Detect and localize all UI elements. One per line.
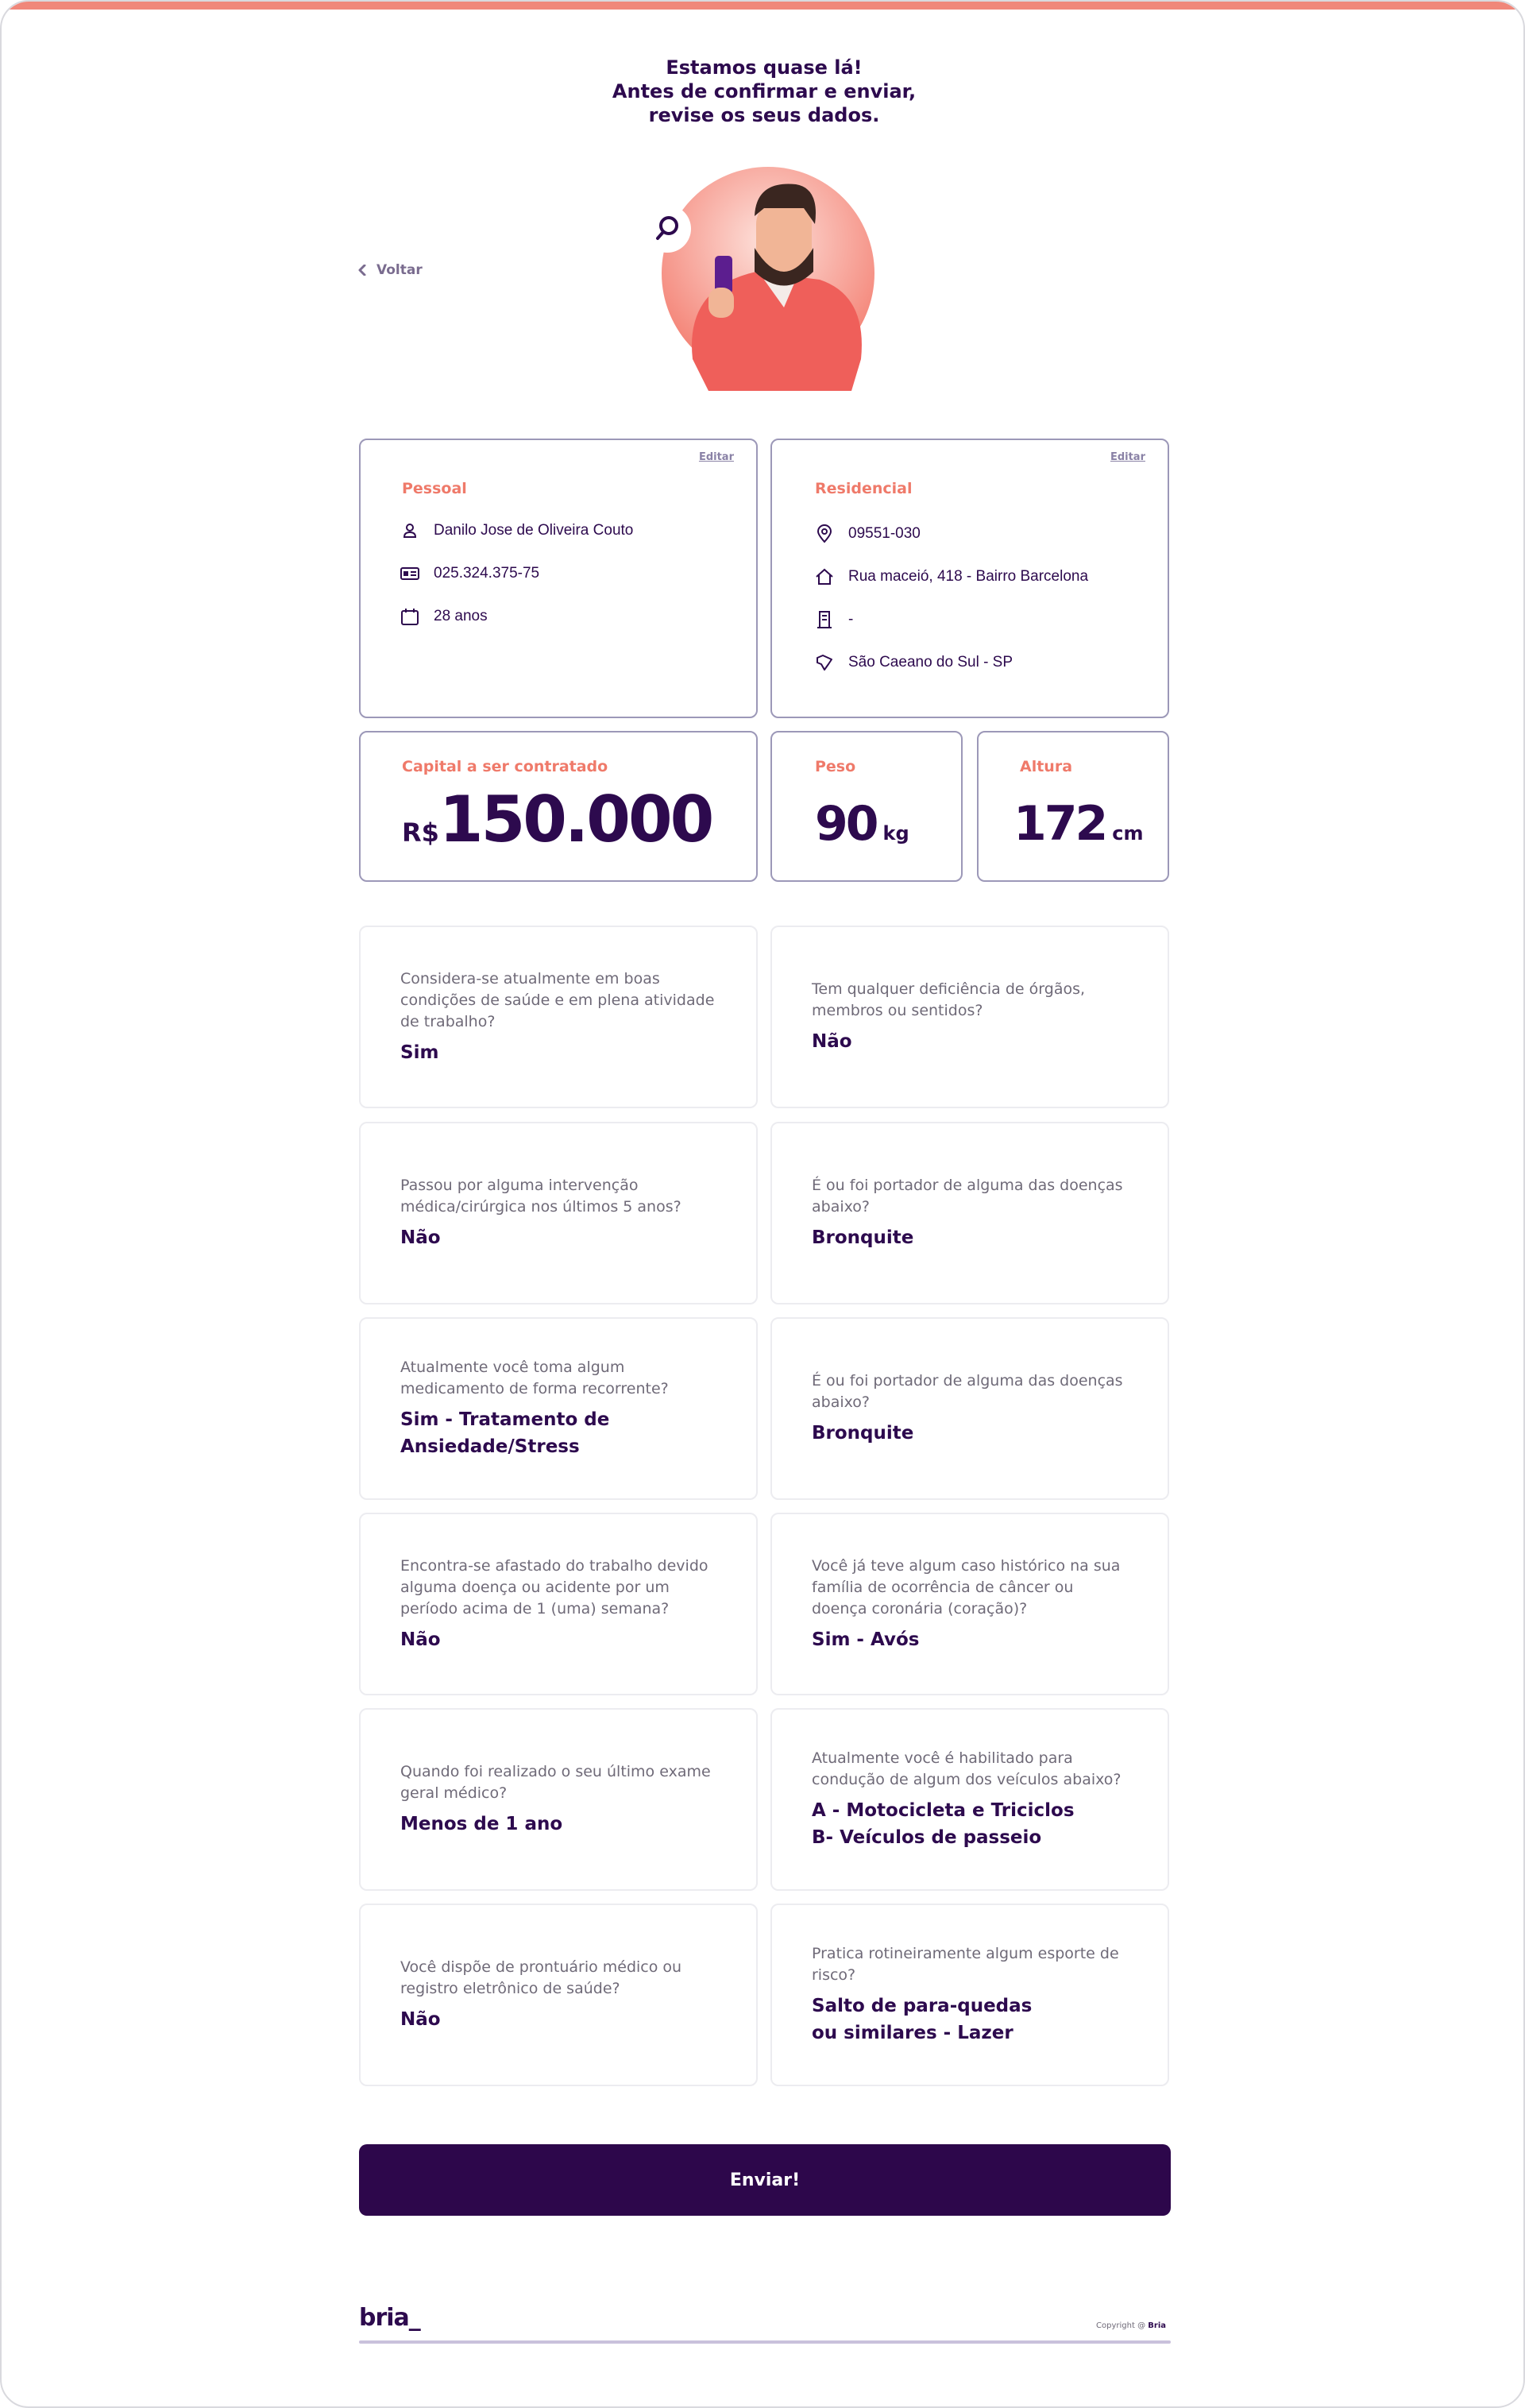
- question-answer: Bronquite: [812, 1423, 914, 1444]
- copyright-text: [1096, 2321, 1166, 2330]
- back-label: Voltar: [376, 262, 423, 278]
- question-card: [359, 1708, 758, 1891]
- personal-card: [359, 439, 758, 718]
- question-answer: Não: [400, 1629, 441, 1650]
- calendar-icon: [400, 607, 419, 626]
- question-card: [770, 1513, 1169, 1695]
- weight-card: [770, 731, 963, 882]
- question-text: Pratica rotineiramente algum esporte de risco?: [812, 1945, 1119, 1984]
- question-answer: Sim: [400, 1042, 439, 1063]
- page-title: [526, 56, 1002, 127]
- title-line-1: Estamos quase lá!: [666, 56, 863, 79]
- question-card: [770, 926, 1169, 1108]
- height-title: Altura: [1020, 758, 1073, 775]
- title-line-2: Antes de confirmar e enviar,: [612, 80, 917, 102]
- top-accent-bar: [2, 2, 1523, 10]
- question-text: Tem qualquer deficiência de órgãos, membros ou sentidos?: [812, 980, 1086, 1019]
- question-card: [770, 1904, 1169, 2086]
- age-value: 28 anos: [434, 608, 488, 624]
- copyright-brand: Bria: [1148, 2321, 1166, 2330]
- zip-value: 09551-030: [848, 525, 921, 542]
- title-line-3: revise os seus dados.: [648, 104, 880, 126]
- question-card: [359, 1122, 758, 1304]
- height-card: [977, 731, 1169, 882]
- answer-line-2: ou similares - Lazer: [812, 2023, 1013, 2043]
- question-answer: Não: [400, 1227, 441, 1248]
- city-row: [815, 653, 1013, 672]
- edit-residential-link[interactable]: Editar: [1110, 451, 1145, 463]
- footer-divider: [359, 2340, 1171, 2344]
- weight-value: [815, 788, 909, 869]
- copyright-prefix: Copyright @: [1096, 2321, 1146, 2330]
- height-amount: 172: [1013, 796, 1106, 852]
- weight-unit: kg: [882, 822, 909, 845]
- city-value: São Caeano do Sul - SP: [848, 654, 1013, 671]
- answer-line-1: Salto de para-quedas: [812, 1996, 1033, 2016]
- height-value: [1013, 788, 1143, 869]
- question-answer: Sim - Avós: [812, 1629, 920, 1650]
- question-answer: Não: [812, 1031, 852, 1052]
- question-text: Você já teve algum caso histórico na sua família de ocorrência de câncer ou doença coronária (coração)?: [812, 1556, 1121, 1618]
- question-card: [359, 1513, 758, 1695]
- age-row: [400, 607, 488, 626]
- weight-amount: 90: [815, 796, 877, 852]
- question-text: Você dispõe de prontuário médico ou registro eletrônico de saúde?: [400, 1958, 682, 1997]
- back-link[interactable]: [357, 262, 423, 278]
- capital-title: Capital a ser contratado: [402, 758, 608, 775]
- question-text: Encontra-se afastado do trabalho devido alguma doença ou acidente por um período acima de 1 (uma) semana?: [400, 1556, 708, 1618]
- question-card: [359, 1904, 758, 2086]
- question-answer: Bronquite: [812, 1227, 914, 1248]
- currency-label: R$: [402, 817, 439, 848]
- bria-logo: bria_: [359, 2304, 420, 2332]
- question-text: Considera-se atualmente em boas condições de saúde e em plena atividade de trabalho?: [400, 969, 715, 1030]
- weight-title: Peso: [815, 758, 856, 775]
- question-answer: [812, 1992, 1128, 2047]
- capital-card: [359, 731, 758, 882]
- capital-value: [402, 780, 712, 872]
- question-card: [770, 1317, 1169, 1500]
- house-icon: [815, 567, 834, 586]
- question-text: Atualmente você é habilitado para condução de algum dos veículos abaixo?: [812, 1749, 1122, 1788]
- id-card-icon: [400, 564, 419, 583]
- location-pin-icon: [815, 524, 834, 543]
- question-card: [359, 926, 758, 1108]
- question-text: É ou foi portador de alguma das doenças abaixo?: [812, 1372, 1123, 1411]
- personal-title: Pessoal: [402, 480, 467, 497]
- question-text: É ou foi portador de alguma das doenças abaixo?: [812, 1177, 1123, 1216]
- name-value: Danilo Jose de Oliveira Couto: [434, 522, 634, 539]
- question-card: [359, 1317, 758, 1500]
- answer-line-2: B- Veículos de passeio: [812, 1827, 1042, 1848]
- question-answer: [812, 1797, 1128, 1851]
- question-answer: Não: [400, 2009, 441, 2030]
- edit-personal-link[interactable]: Editar: [698, 451, 734, 463]
- complement-value: -: [848, 611, 854, 628]
- complement-row: [815, 610, 853, 629]
- chevron-left-icon: [357, 265, 367, 276]
- street-row: [815, 567, 1088, 586]
- document-row: [400, 564, 539, 583]
- document-value: 025.324.375-75: [434, 565, 540, 582]
- capital-amount: 150.000: [438, 783, 712, 856]
- name-row: [400, 521, 633, 540]
- street-value: Rua maceió, 418 - Bairro Barcelona: [848, 568, 1089, 585]
- map-region-icon: [815, 653, 834, 672]
- question-answer: Menos de 1 ano: [400, 1814, 563, 1834]
- height-unit: cm: [1112, 822, 1144, 845]
- building-icon: [815, 610, 834, 629]
- question-text: Atualmente você toma algum medicamento de forma recorrente?: [400, 1359, 669, 1397]
- submit-button[interactable]: Enviar!: [359, 2144, 1171, 2216]
- answer-line-1: A - Motocicleta e Triciclos: [812, 1800, 1075, 1821]
- question-text: Passou por alguma intervenção médica/cirúrgica nos últimos 5 anos?: [400, 1177, 681, 1216]
- residential-card: [770, 439, 1169, 718]
- residential-title: Residencial: [815, 480, 913, 497]
- user-icon: [400, 521, 419, 540]
- question-card: [770, 1708, 1169, 1891]
- avatar-illustration: [637, 160, 891, 399]
- question-answer: Sim - Tratamento de Ansiedade/Stress: [400, 1409, 610, 1457]
- question-card: [770, 1122, 1169, 1304]
- zip-row: [815, 524, 921, 543]
- question-text: Quando foi realizado o seu último exame geral médico?: [400, 1763, 711, 1802]
